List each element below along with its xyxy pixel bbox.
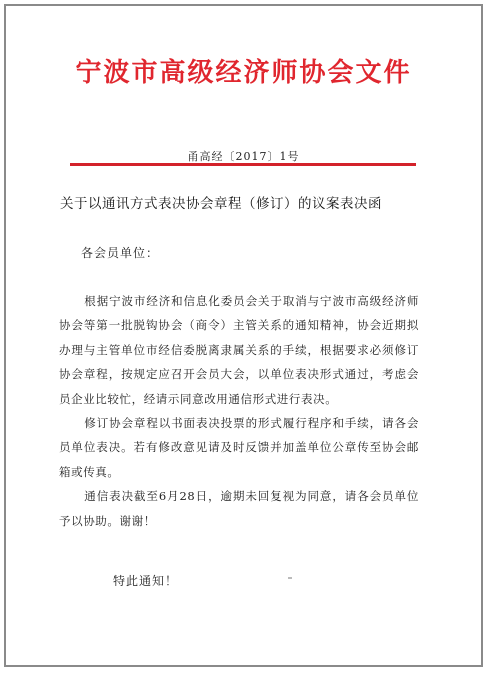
- org-document-header: 宁波市高级经济师协会文件: [75, 58, 412, 88]
- salutation: 各会员单位：: [81, 246, 160, 260]
- document-number: 甬高经〔2017〕1号: [187, 150, 300, 163]
- paragraph: 通信表决截至6月28日，逾期未回复视为同意，请各会员单位予以协助。谢谢！: [59, 489, 419, 528]
- paragraph: 修订协会章程以书面表决投票的形式履行程序和手续，请各会员单位表决。若有修改意见请及时反馈并加盖单位公章传至协会邮箱或传真。: [59, 416, 419, 479]
- document-page: [4, 4, 483, 667]
- document-title: 关于以通讯方式表决协会章程（修订）的议案表决函: [60, 196, 382, 212]
- body-text: [59, 289, 419, 533]
- closing-remark: 特此通知！: [113, 574, 179, 588]
- paragraph: 根据宁波市经济和信息化委员会关于取消与宁波市高级经济师协会等第一批脱钩协会（商令）主管关系的通知精神，协会近期拟办理与主管单位市经信委脱离隶属关系的手续，根据要求必须修订协会章程，按规定应召开会员大会，以单位表决形式通过，考虑会员企业比较忙，经请示同意改用通信形式进行表决。: [59, 294, 419, 406]
- red-divider-line: [70, 163, 416, 166]
- scan-speck: [288, 577, 292, 579]
